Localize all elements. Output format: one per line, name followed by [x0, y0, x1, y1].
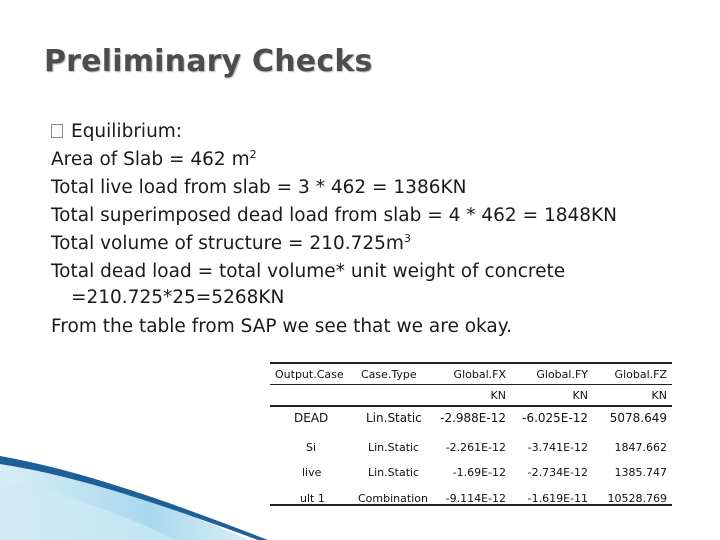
superimposed-load-line: Total superimposed dead load from slab = 4 * 462 = 1848KN: [51, 205, 618, 226]
cell-global-fz: 5078.649: [609, 411, 667, 425]
table-row: [270, 406, 672, 431]
header-global-fz: Global.FZ: [614, 368, 667, 381]
bullet-line: [51, 118, 711, 146]
cell-global-fz: 1385.747: [614, 466, 667, 479]
header-case-type: Case.Type: [361, 368, 417, 381]
table-header-row: [270, 362, 672, 384]
cell-global-fy: -2.734E-12: [527, 466, 588, 479]
cell-output-case: Si: [306, 441, 317, 454]
cell-global-fy: -6.025E-12: [522, 411, 588, 425]
cell-case-type: Lin.Static: [366, 411, 422, 425]
area-of-slab-line: [51, 146, 711, 174]
table-row: [270, 437, 672, 462]
cell-global-fx: -2.988E-12: [440, 411, 506, 425]
area-exponent: 2: [249, 148, 257, 161]
cell-global-fy: -1.619E-11: [527, 492, 588, 505]
unit-fz: KN: [651, 389, 667, 402]
cell-global-fz: 1847.662: [614, 441, 667, 454]
slide-title: Preliminary Checks: [44, 44, 373, 79]
cell-case-type: Combination: [358, 492, 428, 505]
unit-fx: KN: [490, 389, 506, 402]
header-output-case: Output.Case: [275, 368, 344, 381]
slide-body: [51, 118, 711, 341]
dead-load-calc-line: =210.725*25=5268KN: [71, 287, 285, 308]
equilibrium-heading: Equilibrium:: [71, 121, 183, 142]
sap-note-line: From the table from SAP we see that we are okay.: [51, 316, 512, 337]
header-global-fy: Global.FY: [536, 368, 588, 381]
table-row: [270, 462, 672, 487]
cell-global-fx: -9.114E-12: [445, 492, 506, 505]
volume-exponent: 3: [403, 232, 411, 245]
cell-output-case: DEAD: [294, 411, 329, 425]
cell-global-fx: -2.261E-12: [445, 441, 506, 454]
area-text: Area of Slab = 462 m: [51, 149, 250, 170]
volume-line: [51, 230, 711, 258]
cell-global-fx: -1.69E-12: [452, 466, 506, 479]
live-load-line: Total live load from slab = 3 * 462 = 1386KN: [51, 177, 467, 198]
table-bottom-rule: [270, 504, 672, 506]
cell-global-fz: 10528.769: [607, 492, 667, 505]
volume-text: Total volume of structure = 210.725m: [51, 233, 404, 254]
unit-fy: KN: [572, 389, 588, 402]
cell-case-type: Lin.Static: [368, 466, 420, 479]
sap-results-table: [270, 362, 672, 509]
cell-case-type: Lin.Static: [368, 441, 420, 454]
table-units-row: [270, 384, 672, 406]
checkbox-bullet-icon: [51, 124, 63, 138]
dead-load-line: Total dead load = total volume* unit weight of concrete: [51, 261, 566, 282]
cell-output-case: live: [302, 466, 322, 479]
decorative-swoosh: [0, 420, 330, 540]
cell-output-case: ult 1: [300, 492, 325, 505]
header-global-fx: Global.FX: [453, 368, 506, 381]
cell-global-fy: -3.741E-12: [527, 441, 588, 454]
